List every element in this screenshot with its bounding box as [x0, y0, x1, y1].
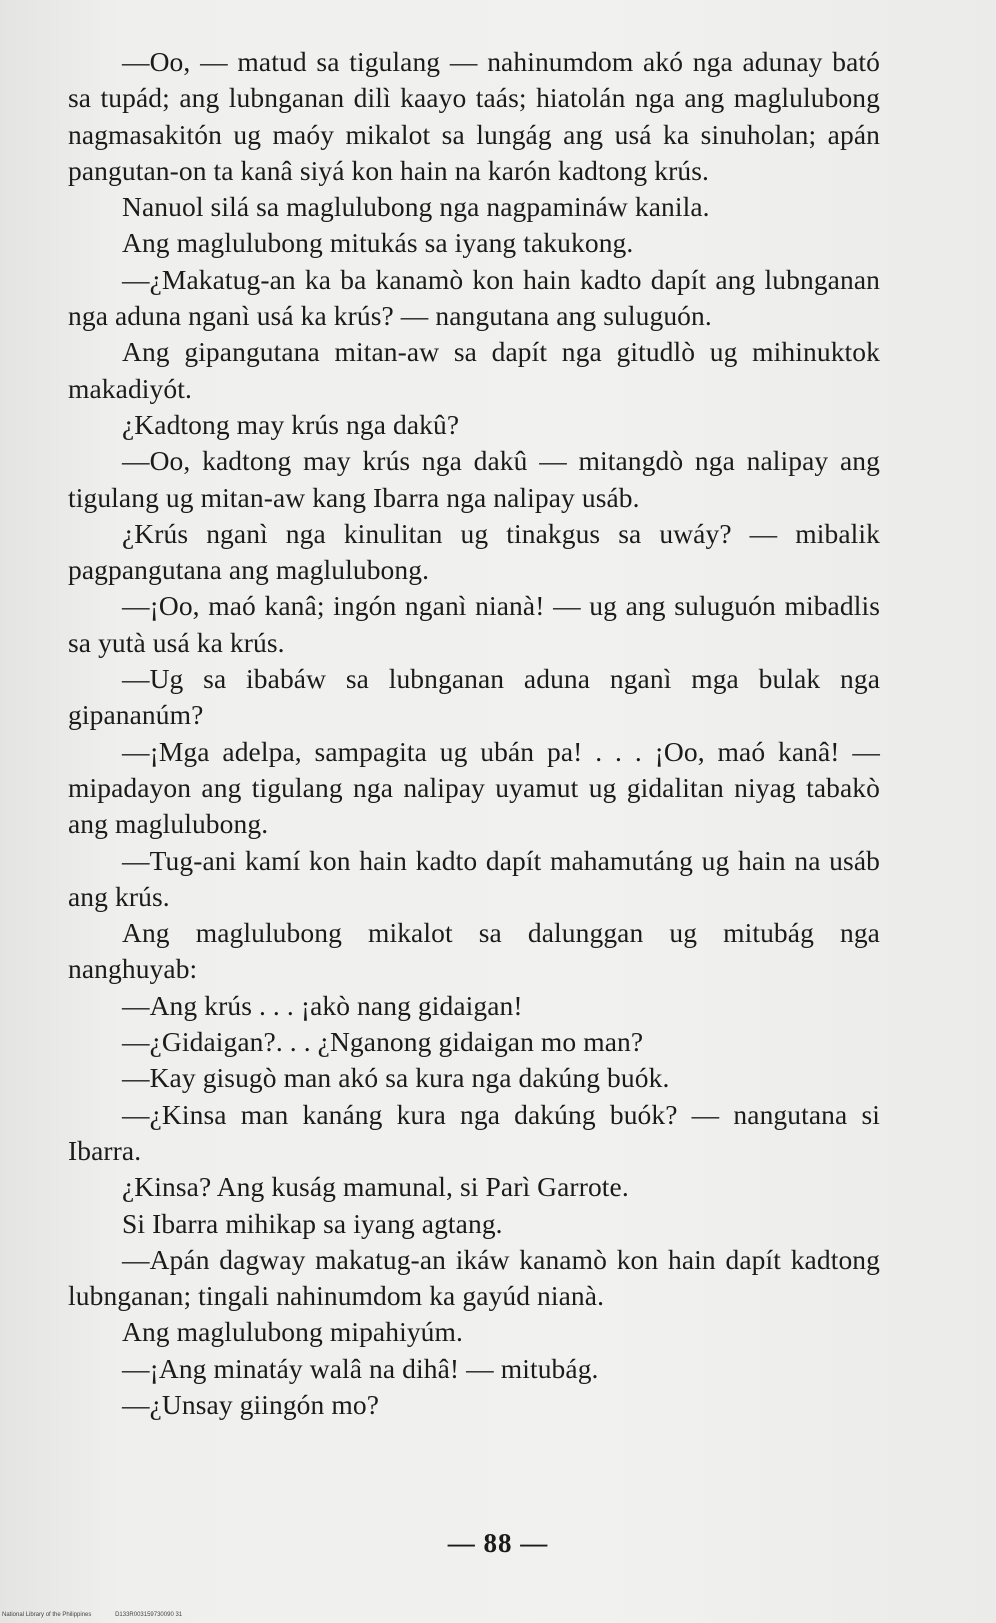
scan-footer	[2, 1612, 204, 1618]
paragraph: —¿Makatug-an ka ba kanamò kon hain kadto dapít ang lubnganan nga aduna nganì usá ka krús? — nangutana ang suluguón.	[68, 263, 880, 332]
paragraph: Si Ibarra mihikap sa iyang agtang.	[122, 1207, 503, 1239]
paragraph: Ang maglulubong mikalot sa dalunggan ug mitubág nga nanghuyab:	[68, 917, 880, 985]
paragraph: —Apán dagway makatug-an ikáw kanamò kon hain dapít kadtong lubnganan; tingali nahinumdom ka gayúd nianà.	[68, 1243, 880, 1312]
paragraph: Ang maglulubong mipahiyúm.	[122, 1316, 463, 1348]
paragraph: —Kay gisugò man akó sa kura nga dakúng buók.	[122, 1062, 670, 1094]
paragraph: —¡Ang minatáy walâ na dihâ! — mitubág.	[122, 1352, 599, 1384]
page-number: — 88 —	[447, 1528, 549, 1558]
paragraph: —Ug sa ibabáw sa lubnganan aduna nganì mga bulak nga gipananúm?	[68, 663, 880, 731]
paragraph: ¿Kinsa? Ang kuság mamunal, si Parì Garrote.	[122, 1171, 629, 1203]
paragraph: —Oo, kadtong may krús nga dakû — mitangdò nga nalipay ang tigulang ug mitan-aw kang Ibarra nga nalipay usáb.	[68, 445, 880, 513]
paragraph: —¿Unsay giingón mo?	[122, 1388, 379, 1420]
paragraph: Ang gipangutana mitan-aw sa dapít nga gitudlò ug mihinuktok makadiyót.	[68, 336, 880, 404]
paragraph: —¿Gidaigan?. . . ¿Nganong gidaigan mo man?	[122, 1026, 644, 1058]
paragraph: Ang maglulubong mitukás sa iyang takukong.	[122, 227, 634, 259]
paragraph: —¡Mga adelpa, sampagita ug ubán pa! . . . ¡Oo, maó kanâ! — mipadayon ang tigulang nga nalipay uyamut ug gidalitan niyag tabakò ang maglulubong.	[68, 735, 880, 840]
paragraph: —¡Oo, maó kanâ; ingón nganì nianà! — ug ang suluguón mibadlis sa yutà usá ka krús.	[68, 590, 880, 658]
footer-institution: National Library of the Philippines	[2, 1612, 92, 1618]
paragraph: —Tug-ani kamí kon hain kadto dapít mahamutáng ug hain na usáb ang krús.	[68, 844, 880, 912]
paragraph: ¿Krús nganì nga kinulitan ug tinakgus sa uwáy? — mibalik pagpangutana ang maglulubong.	[68, 517, 880, 586]
paragraph: Nanuol silá sa maglulubong nga nagpamináw kanila.	[122, 191, 710, 223]
paragraph: —¿Kinsa man kanáng kura nga dakúng buók? — nangutana si Ibarra.	[68, 1098, 880, 1166]
paragraph: —Oo, — matud sa tigulang — nahinumdom akó nga adunay bató sa tupád; ang lubnganan dilì kaayo taás; hiatolán nga ang maglulubong nagmasakitón ug maóy mikalot sa lungág ang usá ka sinuholan; apán pangutan-on ta kanâ siyá kon hain na karón kadtong krús.	[68, 46, 880, 186]
footer-code: D133R003159730090 31	[115, 1612, 183, 1618]
paragraph: —Ang krús . . . ¡akò nang gidaigan!	[122, 989, 523, 1021]
paragraph: ¿Kadtong may krús nga dakû?	[122, 408, 460, 440]
body-text	[68, 44, 880, 1423]
